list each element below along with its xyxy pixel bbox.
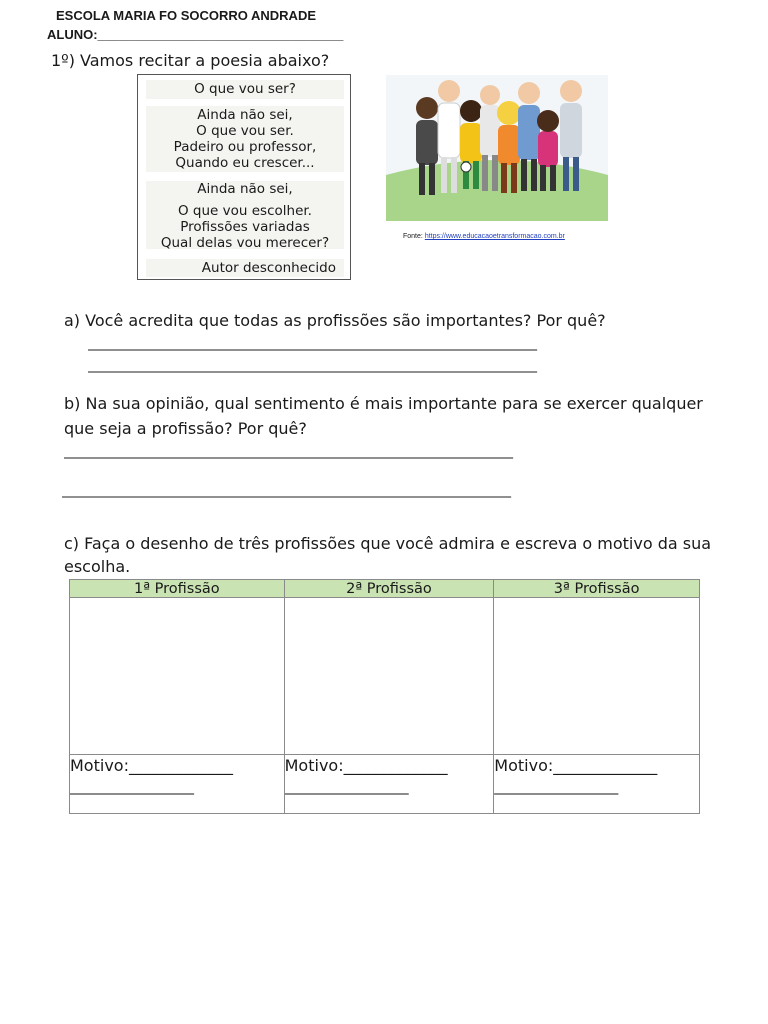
motivo-cell-2[interactable] [284, 755, 494, 814]
question-b-text-line-1: b) Na sua opinião, qual sentimento é mais importante para se exercer qualquer [64, 394, 703, 413]
motivo-label: Motivo: [284, 756, 344, 775]
answer-line[interactable]: _____________________________________________________________________ [88, 335, 537, 351]
drawing-area-3[interactable] [494, 598, 700, 755]
question-c-text-line-1: c) Faça o desenho de três profissões que você admira e escreva o motivo da sua [64, 534, 712, 553]
drawing-area-1[interactable] [70, 598, 285, 755]
motivo-cell-1[interactable] [70, 755, 285, 814]
poem-line: Profissões variadas [180, 219, 310, 235]
answer-line[interactable]: _____________________________________________________________________ [64, 443, 513, 459]
answer-line[interactable]: _____________________________________________________________________ [88, 357, 537, 373]
student-name-line: __________________________________ [97, 27, 344, 42]
question-c-text-line-2: escolha. [64, 557, 131, 576]
image-credit-link[interactable]: https://www.educacaoetransformacao.com.br [424, 233, 565, 240]
professions-illustration [386, 75, 608, 221]
poem-line: Qual delas vou merecer? [160, 235, 330, 251]
poem-line: Ainda não sei, [197, 107, 293, 123]
table-header-profession-1: 1ª Profissão [70, 580, 285, 598]
motivo-line: ___________________ [284, 779, 409, 795]
motivo-label: Motivo: [494, 756, 554, 775]
question-b-text-line-2: que seja a profissão? Por quê? [64, 419, 307, 438]
poem-line: Ainda não sei, [197, 181, 293, 197]
motivo-line: ___________________ [70, 779, 194, 795]
poem-author: Autor desconhecido [146, 259, 344, 277]
poem-title: O que vou ser? [146, 80, 344, 99]
poem-line: Padeiro ou professor, [173, 139, 317, 155]
motivo-line: _____________ [553, 756, 658, 775]
poem-stanza-1 [146, 106, 344, 172]
motivo-line: _____________ [343, 756, 448, 775]
student-name-field [47, 27, 343, 42]
student-label: ALUNO: [47, 27, 98, 42]
poem-line: O que vou escolher. [178, 203, 312, 219]
school-name: ESCOLA MARIA FO SOCORRO ANDRADE [56, 8, 316, 23]
poem-line: O que vou ser. [196, 123, 294, 139]
poem-line: Quando eu crescer... [175, 155, 315, 171]
professions-table [69, 579, 700, 814]
motivo-cell-3[interactable] [494, 755, 700, 814]
motivo-line: ___________________ [494, 779, 618, 795]
motivo-label: Motivo: [70, 756, 129, 775]
poem-box [137, 74, 351, 280]
drawing-area-2[interactable] [284, 598, 494, 755]
table-header-profession-2: 2ª Profissão [284, 580, 494, 598]
answer-line[interactable]: _____________________________________________________________________ [62, 482, 511, 498]
poem-stanza-2 [146, 181, 344, 249]
question-1-prompt: 1º) Vamos recitar a poesia abaixo? [51, 51, 330, 70]
table-header-profession-3: 3ª Profissão [494, 580, 700, 598]
image-credit [403, 233, 565, 240]
image-credit-label: Fonte: [403, 233, 423, 240]
motivo-line: _____________ [128, 756, 233, 775]
question-a-text: a) Você acredita que todas as profissões são importantes? Por quê? [64, 311, 606, 330]
